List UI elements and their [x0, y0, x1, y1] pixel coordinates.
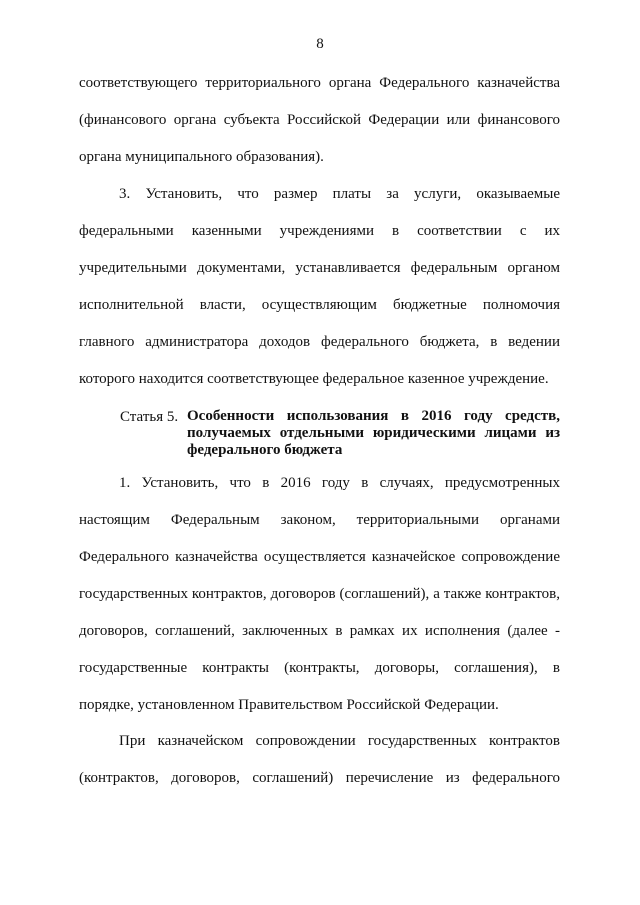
paragraph-2-line-4: исполнительной власти, осуществляющим бюджетные полномочия	[79, 297, 560, 313]
paragraph-2-line-6: которого находится соответствующее федеральное казенное учреждение.	[79, 371, 549, 387]
paragraph-2-line-3: учредительными документами, устанавливается федеральным органом	[79, 260, 560, 276]
article-title-line-2: получаемых отдельными юридическими лицами из	[187, 425, 560, 441]
paragraph-1-line-2: (финансового органа субъекта Российской Федерации или финансового	[79, 112, 560, 128]
paragraph-3-line-2: настоящим Федеральным законом, территориальными органами	[79, 512, 560, 528]
article-number: Статья 5.	[120, 409, 179, 425]
article-title-line-3: федерального бюджета	[187, 442, 343, 458]
paragraph-2-line-5: главного администратора доходов федерального бюджета, в ведении	[79, 334, 560, 350]
paragraph-3-line-5: договоров, соглашений, заключенных в рамках их исполнения (далее -	[79, 623, 560, 639]
paragraph-3-line-3: Федерального казначейства осуществляется казначейское сопровождение	[79, 549, 560, 565]
page-number: 8	[316, 36, 324, 52]
paragraph-2-line-1: 3. Установить, что размер платы за услуги, оказываемые	[119, 186, 560, 202]
paragraph-2-line-2: федеральными казенными учреждениями в соответствии с их	[79, 223, 560, 239]
article-title-line-1: Особенности использования в 2016 году средств,	[187, 408, 560, 424]
paragraph-3-line-7: порядке, установленном Правительством Российской Федерации.	[79, 697, 499, 713]
paragraph-3-line-6: государственные контракты (контракты, договоры, соглашения), в	[79, 660, 560, 676]
paragraph-1-line-3: органа муниципального образования).	[79, 149, 324, 165]
paragraph-4-line-1: При казначейском сопровождении государственных контрактов	[119, 733, 560, 749]
paragraph-3-line-4: государственных контрактов, договоров (соглашений), а также контрактов,	[79, 586, 560, 602]
paragraph-3-line-1: 1. Установить, что в 2016 году в случаях, предусмотренных	[119, 475, 560, 491]
paragraph-1-line-1: соответствующего территориального органа Федерального казначейства	[79, 75, 560, 91]
paragraph-4-line-2: (контрактов, договоров, соглашений) перечисление из федерального	[79, 770, 560, 786]
